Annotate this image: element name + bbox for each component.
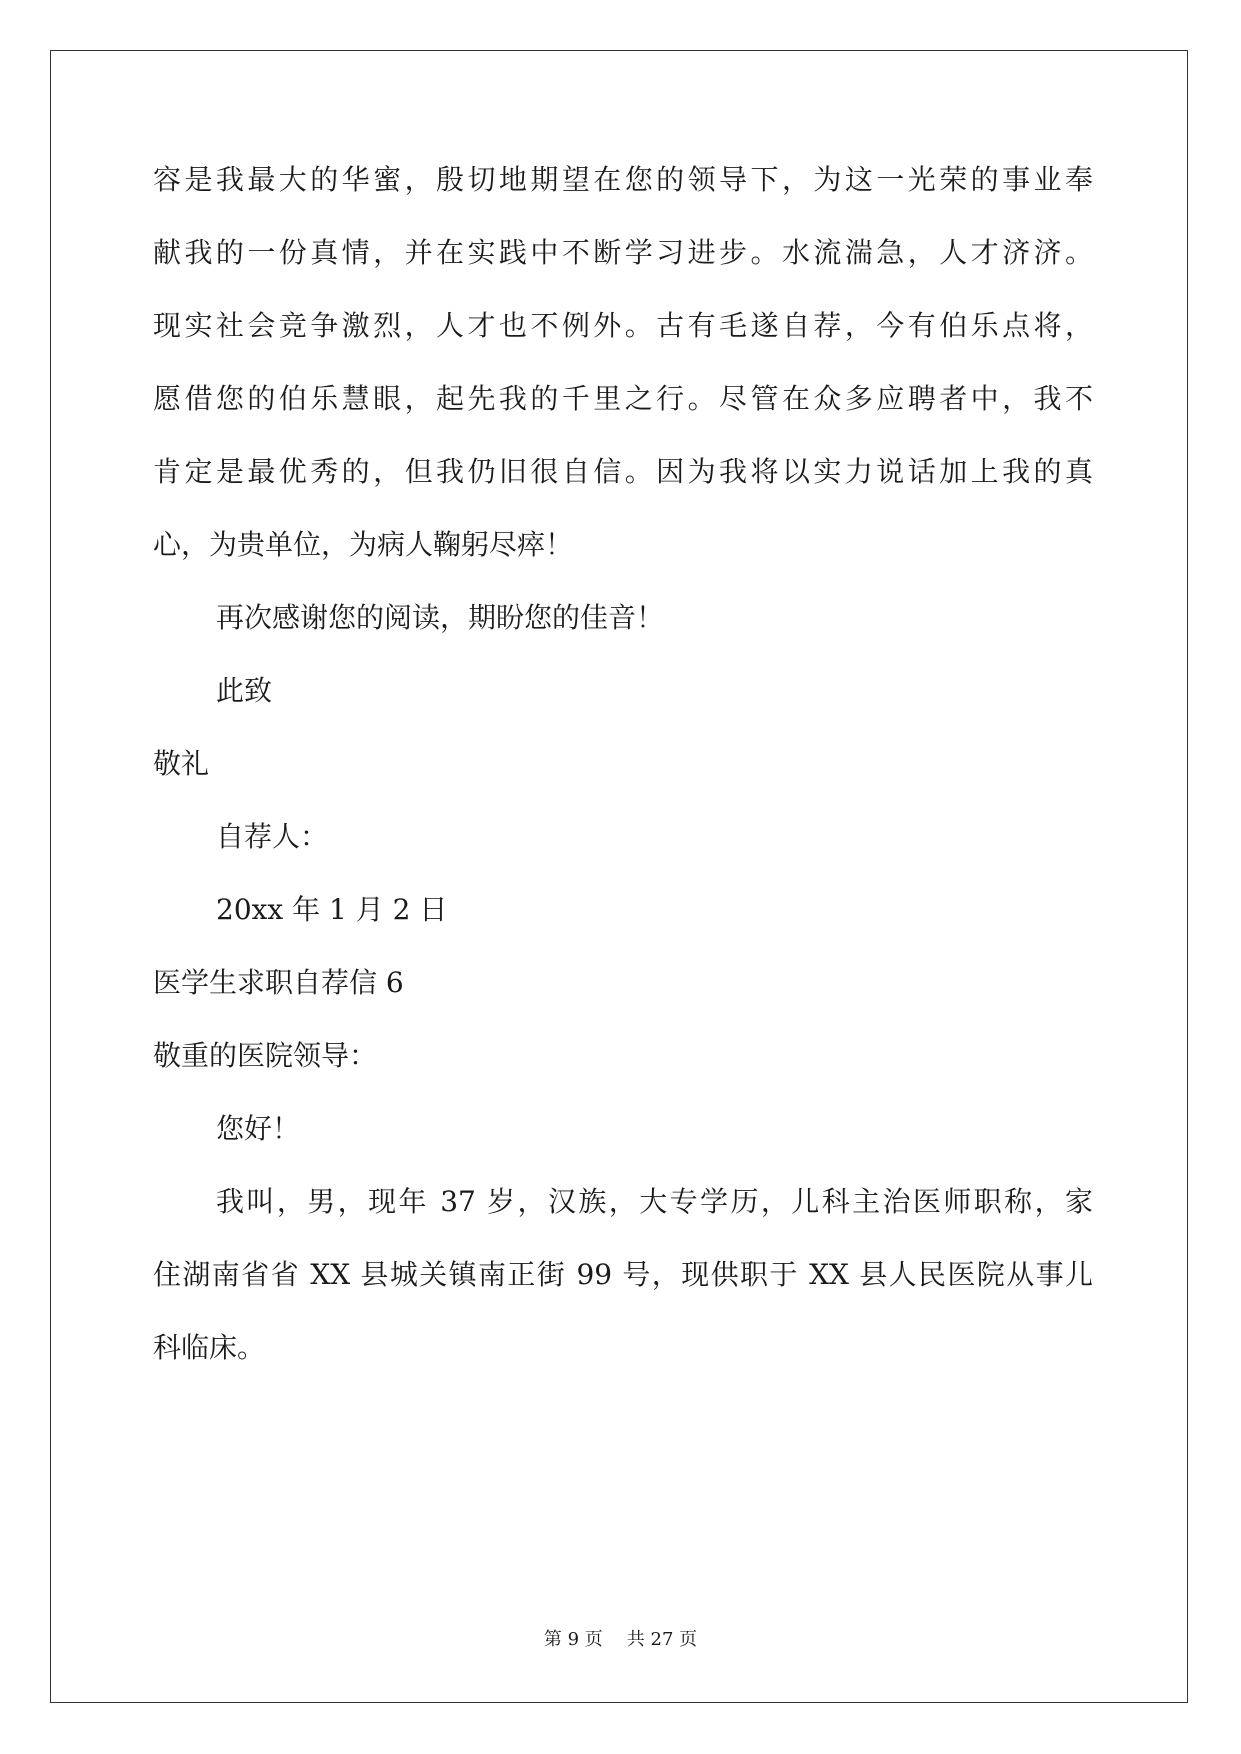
body-text-line: 现实社会竞争激烈，人才也不例外。古有毛遂自荐，今有伯乐点将，	[153, 309, 1093, 342]
letter-date: 20xx 年 1 月 2 日	[216, 893, 448, 926]
closing-thanks: 再次感谢您的阅读，期盼您的佳音！	[216, 601, 665, 634]
body-text-line: 心，为贵单位，为病人鞠躬尽瘁！	[153, 528, 574, 561]
letter-greeting: 您好！	[216, 1112, 301, 1145]
body-text-line: 我叫，男，现年 37 岁，汉族，大专学历，儿科主治医师职称，家	[216, 1185, 1093, 1218]
page-total: 共 27 页	[626, 1629, 698, 1650]
page-footer	[0, 1628, 1241, 1652]
body-text-line: 容是我最大的华蜜，殷切地期望在您的领导下，为这一光荣的事业奉	[153, 163, 1093, 196]
page-frame	[50, 50, 1188, 1703]
body-text-line: 住湖南省省 XX 县城关镇南正街 99 号，现供职于 XX 县人民医院从事儿	[153, 1258, 1093, 1291]
signature-label: 自荐人：	[216, 820, 329, 853]
section-title: 医学生求职自荐信 6	[153, 966, 404, 999]
body-text-line: 科临床。	[153, 1331, 266, 1364]
body-text-line: 肯定是最优秀的，但我仍旧很自信。因为我将以实力说话加上我的真	[153, 455, 1093, 488]
page-number: 第 9 页	[543, 1629, 603, 1650]
closing-salutation: 此致	[216, 674, 273, 707]
letter-addressee: 敬重的医院领导：	[153, 1039, 378, 1072]
closing-regards: 敬礼	[153, 747, 210, 780]
body-text-line: 献我的一份真情，并在实践中不断学习进步。水流湍急，人才济济。	[153, 236, 1093, 269]
body-text-line: 愿借您的伯乐慧眼，起先我的千里之行。尽管在众多应聘者中，我不	[153, 382, 1093, 415]
